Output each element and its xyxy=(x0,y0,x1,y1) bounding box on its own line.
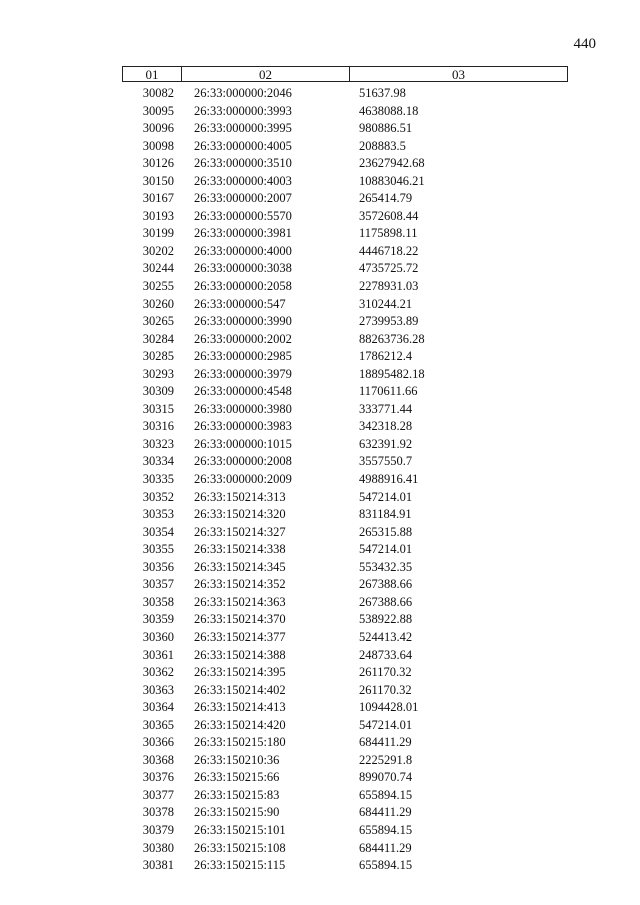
cell-cadastral-number: 26:33:000000:4005 xyxy=(194,138,292,153)
cell-value: 88263736.28 xyxy=(359,331,425,346)
cell-code: 30365 xyxy=(142,717,174,732)
cell-cadastral-number: 26:33:000000:3510 xyxy=(194,156,292,171)
cell-code: 30316 xyxy=(142,419,174,434)
cell-cadastral-number: 26:33:150210:36 xyxy=(194,752,280,767)
cell-value: 3572608.44 xyxy=(359,208,419,223)
table-row xyxy=(122,524,568,542)
cell-cadastral-number: 26:33:000000:3979 xyxy=(194,366,292,381)
cell-cadastral-number: 26:33:150215:180 xyxy=(194,735,286,750)
cell-code: 30376 xyxy=(142,770,174,785)
table-row xyxy=(122,752,568,770)
table-row xyxy=(122,822,568,840)
table-row xyxy=(122,629,568,647)
page-number: 440 xyxy=(573,36,596,52)
table-row xyxy=(122,208,568,226)
cell-value: 310244.21 xyxy=(359,296,413,311)
table-row xyxy=(122,383,568,401)
cell-cadastral-number: 26:33:150214:345 xyxy=(194,559,286,574)
cell-code: 30202 xyxy=(142,243,174,258)
cell-cadastral-number: 26:33:000000:3038 xyxy=(194,261,292,276)
cell-code: 30356 xyxy=(142,559,174,574)
cell-code: 30366 xyxy=(142,735,174,750)
cell-code: 30098 xyxy=(142,138,174,153)
cell-code: 30355 xyxy=(142,542,174,557)
table-row xyxy=(122,840,568,858)
column-header-03: 03 xyxy=(452,67,465,82)
cell-code: 30360 xyxy=(142,629,174,644)
cell-code: 30368 xyxy=(142,752,174,767)
cell-cadastral-number: 26:33:000000:5570 xyxy=(194,208,292,223)
cell-value: 1175898.11 xyxy=(359,226,418,241)
cell-code: 30285 xyxy=(142,349,174,364)
cell-cadastral-number: 26:33:150214:320 xyxy=(194,507,286,522)
cell-value: 267388.66 xyxy=(359,577,413,592)
cell-value: 265315.88 xyxy=(359,524,413,539)
cell-value: 899070.74 xyxy=(359,770,413,785)
table-row xyxy=(122,699,568,717)
table-row xyxy=(122,296,568,314)
table-row xyxy=(122,348,568,366)
table-row xyxy=(122,787,568,805)
cell-code: 30362 xyxy=(142,665,174,680)
cell-cadastral-number: 26:33:150214:352 xyxy=(194,577,286,592)
cell-cadastral-number: 26:33:000000:4000 xyxy=(194,243,292,258)
table-row xyxy=(122,103,568,121)
cell-cadastral-number: 26:33:000000:3990 xyxy=(194,314,292,329)
table-row xyxy=(122,594,568,612)
table-row xyxy=(122,366,568,384)
table-row xyxy=(122,734,568,752)
table-row xyxy=(122,155,568,173)
cell-cadastral-number: 26:33:150215:83 xyxy=(194,787,280,802)
cell-value: 655894.15 xyxy=(359,822,413,837)
cell-cadastral-number: 26:33:000000:547 xyxy=(194,296,286,311)
table-row xyxy=(122,120,568,138)
cell-cadastral-number: 26:33:000000:3993 xyxy=(194,103,292,118)
cell-cadastral-number: 26:33:150214:363 xyxy=(194,594,286,609)
cell-code: 30096 xyxy=(142,121,174,136)
table-row xyxy=(122,664,568,682)
table-row xyxy=(122,471,568,489)
cell-cadastral-number: 26:33:150214:338 xyxy=(194,542,286,557)
cell-value: 23627942.68 xyxy=(359,156,425,171)
cell-value: 547214.01 xyxy=(359,542,413,557)
table-row xyxy=(122,401,568,419)
cell-code: 30255 xyxy=(142,279,174,294)
cell-code: 30359 xyxy=(142,612,174,627)
cell-cadastral-number: 26:33:150214:402 xyxy=(194,682,286,697)
cell-value: 980886.51 xyxy=(359,121,413,136)
cell-cadastral-number: 26:33:150214:370 xyxy=(194,612,286,627)
cell-cadastral-number: 26:33:150215:66 xyxy=(194,770,280,785)
cell-value: 632391.92 xyxy=(359,436,413,451)
cell-value: 4988916.41 xyxy=(359,472,419,487)
table-row xyxy=(122,489,568,507)
cell-value: 684411.29 xyxy=(359,805,412,820)
table-row xyxy=(122,173,568,191)
cell-value: 4735725.72 xyxy=(359,261,419,276)
cell-code: 30380 xyxy=(142,840,174,855)
cell-value: 261170.32 xyxy=(359,682,412,697)
cell-code: 30095 xyxy=(142,103,174,118)
cell-code: 30379 xyxy=(142,822,174,837)
table-row xyxy=(122,260,568,278)
cell-code: 30353 xyxy=(142,507,174,522)
cell-cadastral-number: 26:33:000000:2985 xyxy=(194,349,292,364)
cell-code: 30354 xyxy=(142,524,174,539)
cell-code: 30358 xyxy=(142,594,174,609)
table-row xyxy=(122,541,568,559)
cell-value: 831184.91 xyxy=(359,507,412,522)
cell-code: 30335 xyxy=(142,472,174,487)
cell-code: 30150 xyxy=(142,173,174,188)
cell-value: 10883046.21 xyxy=(359,173,425,188)
cell-value: 547214.01 xyxy=(359,717,413,732)
cell-cadastral-number: 26:33:000000:2046 xyxy=(194,86,292,100)
data-table xyxy=(122,66,568,875)
table-row xyxy=(122,611,568,629)
cell-value: 3557550.7 xyxy=(359,454,413,469)
table-row xyxy=(122,453,568,471)
table-row xyxy=(122,647,568,665)
cell-value: 4446718.22 xyxy=(359,243,419,258)
cell-value: 1170611.66 xyxy=(359,384,418,399)
cell-code: 30284 xyxy=(142,331,174,346)
cell-code: 30378 xyxy=(142,805,174,820)
cell-cadastral-number: 26:33:000000:4003 xyxy=(194,173,292,188)
cell-value: 342318.28 xyxy=(359,419,413,434)
cell-value: 2225291.8 xyxy=(359,752,413,767)
table-row xyxy=(122,313,568,331)
cell-cadastral-number: 26:33:000000:1015 xyxy=(194,436,292,451)
cell-cadastral-number: 26:33:000000:3983 xyxy=(194,419,292,434)
cell-cadastral-number: 26:33:150214:377 xyxy=(194,629,286,644)
cell-cadastral-number: 26:33:000000:2008 xyxy=(194,454,292,469)
cell-code: 30126 xyxy=(142,156,174,171)
cell-value: 51637.98 xyxy=(359,86,406,100)
cell-cadastral-number: 26:33:150214:413 xyxy=(194,700,286,715)
cell-cadastral-number: 26:33:150215:108 xyxy=(194,840,286,855)
cell-cadastral-number: 26:33:000000:2007 xyxy=(194,191,292,206)
cell-value: 2739953.89 xyxy=(359,314,419,329)
cell-value: 261170.32 xyxy=(359,665,412,680)
cell-cadastral-number: 26:33:000000:3980 xyxy=(194,401,292,416)
cell-value: 1094428.01 xyxy=(359,700,419,715)
table-row xyxy=(122,243,568,261)
cell-cadastral-number: 26:33:150215:115 xyxy=(194,858,286,873)
cell-code: 30082 xyxy=(142,86,174,100)
cell-value: 684411.29 xyxy=(359,735,412,750)
table-row xyxy=(122,436,568,454)
cell-cadastral-number: 26:33:000000:4548 xyxy=(194,384,292,399)
cell-code: 30193 xyxy=(142,208,174,223)
cell-value: 655894.15 xyxy=(359,858,413,873)
cell-value: 265414.79 xyxy=(359,191,413,206)
table-row xyxy=(122,418,568,436)
table-row xyxy=(122,804,568,822)
cell-value: 538922.88 xyxy=(359,612,413,627)
cell-value: 248733.64 xyxy=(359,647,413,662)
table-row xyxy=(122,559,568,577)
cell-code: 30357 xyxy=(142,577,174,592)
cell-value: 684411.29 xyxy=(359,840,412,855)
cell-cadastral-number: 26:33:150215:101 xyxy=(194,822,286,837)
cell-value: 4638088.18 xyxy=(359,103,419,118)
cell-code: 30377 xyxy=(142,787,174,802)
cell-value: 333771.44 xyxy=(359,401,413,416)
cell-value: 208883.5 xyxy=(359,138,406,153)
table-body xyxy=(122,85,568,875)
cell-cadastral-number: 26:33:000000:2058 xyxy=(194,279,292,294)
cell-code: 30334 xyxy=(142,454,174,469)
table-row xyxy=(122,506,568,524)
cell-code: 30323 xyxy=(142,436,174,451)
cell-cadastral-number: 26:33:150214:420 xyxy=(194,717,286,732)
table-row xyxy=(122,85,568,103)
cell-value: 2278931.03 xyxy=(359,279,419,294)
cell-cadastral-number: 26:33:000000:2009 xyxy=(194,472,292,487)
cell-code: 30381 xyxy=(142,858,174,873)
cell-value: 1786212.4 xyxy=(359,349,413,364)
cell-value: 547214.01 xyxy=(359,489,413,504)
cell-code: 30260 xyxy=(142,296,174,311)
cell-cadastral-number: 26:33:150215:90 xyxy=(194,805,280,820)
cell-value: 18895482.18 xyxy=(359,366,425,381)
cell-cadastral-number: 26:33:000000:3995 xyxy=(194,121,292,136)
cell-code: 30244 xyxy=(142,261,174,276)
cell-code: 30315 xyxy=(142,401,174,416)
table-row xyxy=(122,682,568,700)
cell-code: 30265 xyxy=(142,314,174,329)
cell-code: 30167 xyxy=(142,191,174,206)
table-row xyxy=(122,225,568,243)
cell-value: 553432.35 xyxy=(359,559,413,574)
table-header xyxy=(122,66,568,82)
table-row xyxy=(122,717,568,735)
cell-code: 30364 xyxy=(142,700,174,715)
table-row xyxy=(122,190,568,208)
column-header-02: 02 xyxy=(182,67,350,81)
cell-code: 30199 xyxy=(142,226,174,241)
table-row xyxy=(122,331,568,349)
cell-cadastral-number: 26:33:150214:388 xyxy=(194,647,286,662)
cell-code: 30293 xyxy=(142,366,174,381)
cell-cadastral-number: 26:33:150214:313 xyxy=(194,489,286,504)
cell-cadastral-number: 26:33:000000:2002 xyxy=(194,331,292,346)
cell-value: 267388.66 xyxy=(359,594,413,609)
cell-code: 30363 xyxy=(142,682,174,697)
cell-value: 524413.42 xyxy=(359,629,413,644)
cell-cadastral-number: 26:33:150214:395 xyxy=(194,665,286,680)
table-row xyxy=(122,278,568,296)
table-row xyxy=(122,138,568,156)
cell-code: 30309 xyxy=(142,384,174,399)
cell-code: 30361 xyxy=(142,647,174,662)
column-header-01: 01 xyxy=(123,67,182,81)
cell-code: 30352 xyxy=(142,489,174,504)
cell-cadastral-number: 26:33:000000:3981 xyxy=(194,226,292,241)
cell-cadastral-number: 26:33:150214:327 xyxy=(194,524,286,539)
table-row xyxy=(122,857,568,875)
table-row xyxy=(122,576,568,594)
table-row xyxy=(122,769,568,787)
cell-value: 655894.15 xyxy=(359,787,413,802)
